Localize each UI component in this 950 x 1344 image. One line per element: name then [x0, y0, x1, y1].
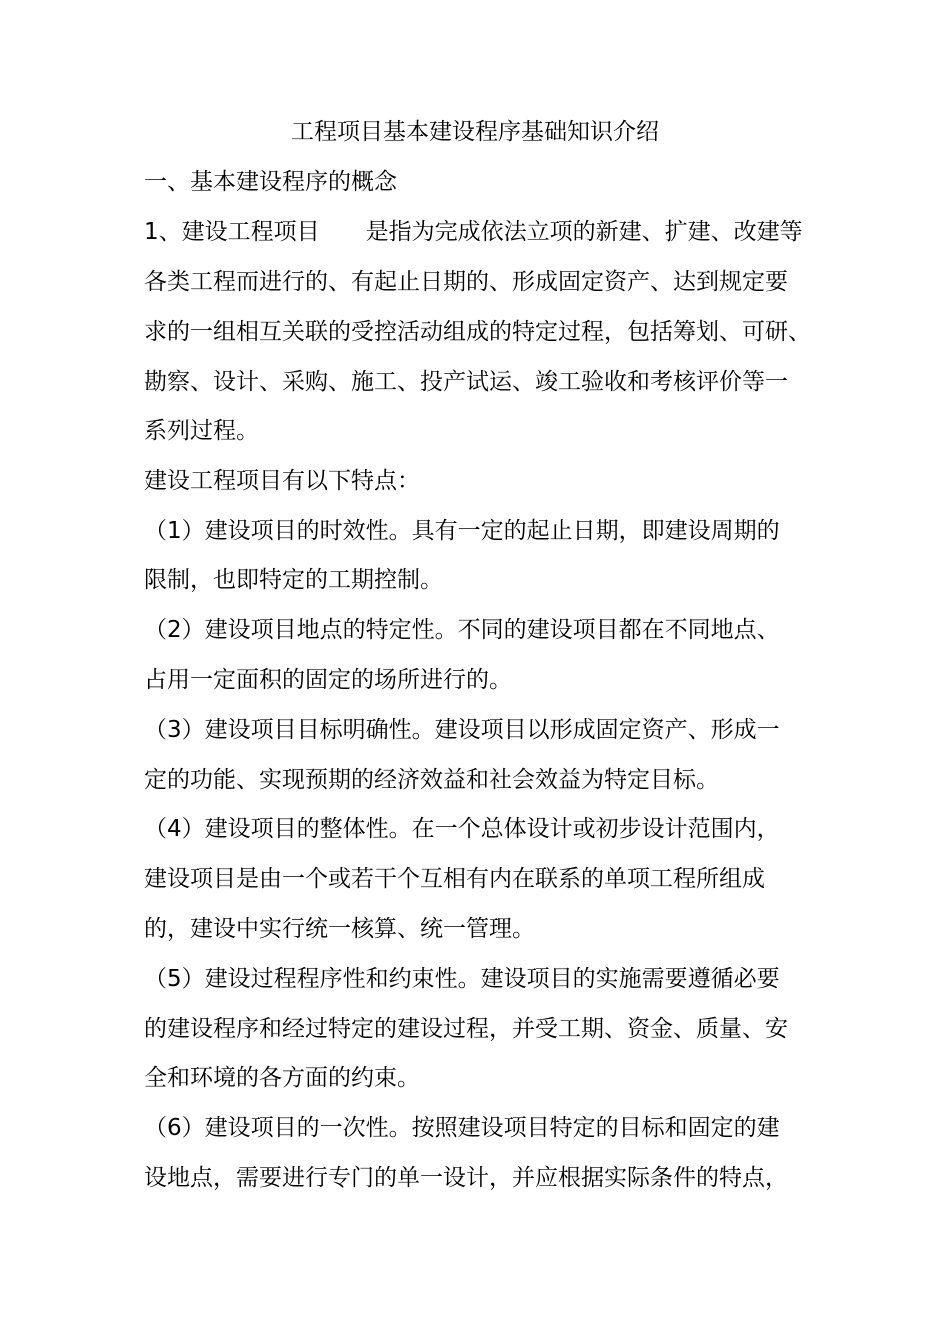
paragraph-line: 限制，也即特定的工期控制。 — [144, 567, 443, 593]
paragraph-line: 设地点，需要进行专门的单一设计，并应根据实际条件的特点， — [144, 1165, 788, 1191]
paragraph-line: （6）建设项目的一次性。按照建设项目特定的目标和固定的建 — [144, 1115, 780, 1141]
paragraph-line: 定的功能、实现预期的经济效益和社会效益为特定目标。 — [144, 767, 719, 793]
paragraph-line: 求的一组相互关联的受控活动组成的特定过程，包括筹划、可研、 — [144, 319, 811, 345]
paragraph-line: （5）建设过程程序性和约束性。建设项目的实施需要遵循必要 — [144, 966, 780, 992]
paragraph-line: 建设项目是由一个或若干个互相有内在联系的单项工程所组成 — [144, 866, 765, 892]
paragraph-line: 各类工程而进行的、有起止日期的、形成固定资产、达到规定要 — [144, 269, 788, 295]
paragraph-line: 的建设程序和经过特定的建设过程，并受工期、资金、质量、安 — [144, 1016, 788, 1042]
paragraph-line: 的，建设中实行统一核算、统一管理。 — [144, 916, 535, 942]
document-title: 工程项目基本建设程序基础知识介绍 — [291, 119, 659, 145]
section-heading: 一、基本建设程序的概念 — [144, 169, 397, 195]
paragraph-line: 系列过程。 — [144, 418, 259, 444]
paragraph-line: 建设工程项目有以下特点： — [144, 468, 420, 494]
paragraph-line: 占用一定面积的固定的场所进行的。 — [144, 667, 512, 693]
paragraph-line: 全和环境的各方面的约束。 — [144, 1065, 420, 1091]
paragraph-line: （2）建设项目地点的特定性。不同的建设项目都在不同地点、 — [144, 617, 780, 643]
paragraph-line: 勘察、设计、采购、施工、投产试运、竣工验收和考核评价等一 — [144, 369, 788, 395]
paragraph-line: （1）建设项目的时效性。具有一定的起止日期，即建设周期的 — [144, 518, 780, 544]
paragraph-line: （3）建设项目目标明确性。建设项目以形成固定资产、形成一 — [144, 717, 780, 743]
paragraph-line: （4）建设项目的整体性。在一个总体设计或初步设计范围内， — [144, 816, 780, 842]
paragraph-line: 1、建设工程项目 是指为完成依法立项的新建、扩建、改建等 — [144, 219, 803, 245]
